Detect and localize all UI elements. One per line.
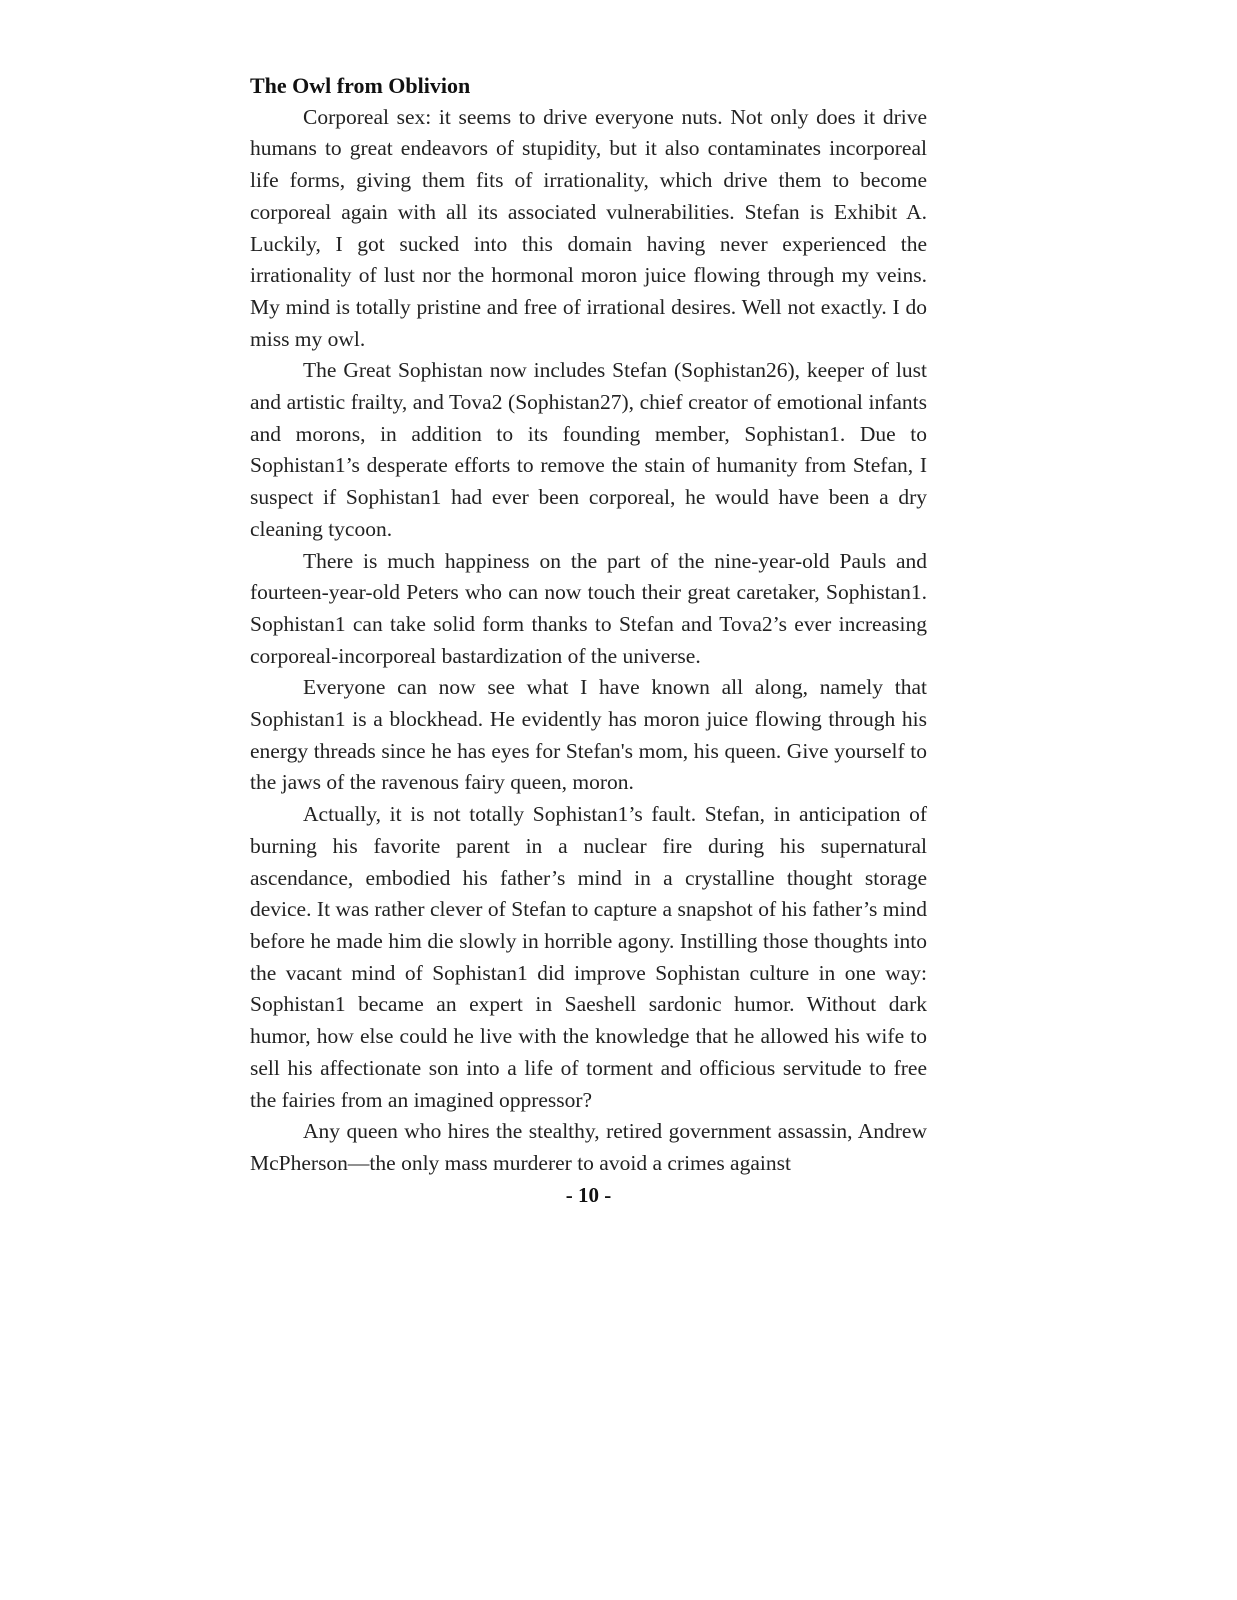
paragraph-1: Corporeal sex: it seems to drive everyone nuts. Not only does it drive humans to great endeavors of stupidity, but it also contaminates incorporeal life forms, giving them fits of irrationality, which drive them to become corporeal again with all its associated vulnerabilities. Stefan is Exhibit A. Luckily, I got sucked into this domain having never experienced the irrationality of lust nor the hormonal moron juice flowing through my veins. My mind is totally pristine and free of irrational desires. Well not exactly. I do miss my owl.	[250, 104, 927, 351]
paragraph-2: The Great Sophistan now includes Stefan (Sophistan26), keeper of lust and artistic frailty, and Tova2 (Sophistan27), chief creator of emotional infants and morons, in addition to its founding member, Sophistan1. Due to Sophistan1’s desperate efforts to remove the stain of humanity from Stefan, I suspect if Sophistan1 had ever been corporeal, he would have been a dry cleaning tycoon.	[250, 358, 927, 541]
paragraph-6: Any queen who hires the stealthy, retired government assassin, Andrew McPherson—the only mass murderer to avoid a crimes against	[250, 1119, 927, 1175]
paragraph-5: Actually, it is not totally Sophistan1’s fault. Stefan, in anticipation of burning his favorite parent in a nuclear fire during his supernatural ascendance, embodied his father’s mind in a crystalline thought storage device. It was rather clever of Stefan to capture a snapshot of his father’s mind before he made him die slowly in horrible agony. Instilling those thoughts into the vacant mind of Sophistan1 did improve Sophistan culture in one way: Sophistan1 became an expert in Saeshell sardonic humor. Without dark humor, how else could he live with the knowledge that he allowed his wife to sell his affectionate son into a life of torment and officious servitude to free the fairies from an imagined oppressor?	[250, 802, 927, 1112]
paragraph-3: There is much happiness on the part of the nine-year-old Pauls and fourteen-year-old Peters who can now touch their great caretaker, Sophistan1. Sophistan1 can take solid form thanks to Stefan and Tova2’s ever increasing corporeal-incorporeal bastardization of the universe.	[250, 548, 927, 668]
page-number: - 10 -	[565, 1183, 612, 1207]
page-body	[250, 70, 927, 1180]
chapter-title: The Owl from Oblivion	[250, 73, 471, 98]
paragraph-4: Everyone can now see what I have known all along, namely that Sophistan1 is a blockhead. He evidently has moron juice flowing through his energy threads since he has eyes for Stefan's mom, his queen. Give yourself to the jaws of the ravenous fairy queen, moron.	[250, 675, 927, 795]
